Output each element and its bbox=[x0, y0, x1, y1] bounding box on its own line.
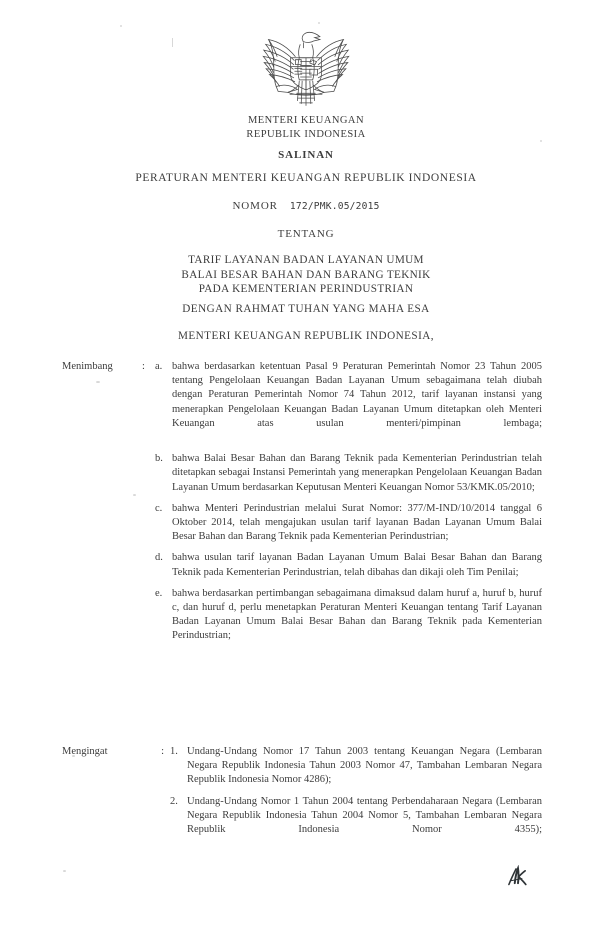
clause-marker: 1. bbox=[170, 746, 178, 757]
legal-basis-colon: : bbox=[161, 746, 164, 757]
garuda-pancasila-emblem bbox=[258, 28, 354, 112]
regulation-title bbox=[0, 253, 612, 297]
clause-text: bahwa Balai Besar Bahan dan Barang Teknik pada Kementerian Perindustrian telah ditetapkan sebagai Instansi Pemerintah yang menerapkan Pengelolaan Keuangan Badan Layanan Umum berdasarkan Keputusan Menteri Keuangan Nomor 53/KMK.05/2010; bbox=[172, 453, 542, 493]
clause-text: bahwa usulan tarif layanan Badan Layanan Umum Balai Besar Bahan dan Barang Teknik pada Kementerian Perindustrian, telah dibahas dan dikaji oleh Tim Penilai; bbox=[172, 552, 542, 578]
clause-marker: d. bbox=[155, 552, 163, 564]
clause-text: Undang-Undang Nomor 17 Tahun 2003 tentang Keuangan Negara (Lembaran Negara Republik Indonesia Tahun 2003 Nomor 47, Tambahan Lembaran Negara Republik Indonesia Nomor 4286); bbox=[187, 746, 542, 786]
list-item bbox=[155, 587, 542, 644]
scan-speckle bbox=[120, 25, 122, 27]
considerations-label: Menimbang bbox=[62, 361, 113, 372]
clause-marker: b. bbox=[155, 453, 163, 465]
clause-text: bahwa Menteri Perindustrian melalui Surat Nomor: 377/M-IND/10/2014 tanggal 6 Oktober 2014, telah mengajukan usulan tarif layanan Badan Layanan Umum Balai Besar Bahan dan Barang Teknik pada Kementerian Perindustrian; bbox=[172, 502, 542, 543]
title-line-3: PADA KEMENTERIAN PERINDUSTRIAN bbox=[198, 283, 414, 296]
copy-mark: SALINAN bbox=[278, 149, 334, 161]
number-value: 172/PMK.05/2015 bbox=[289, 201, 380, 212]
blessing-line: DENGAN RAHMAT TUHAN YANG MAHA ESA bbox=[182, 303, 430, 315]
list-item bbox=[155, 452, 542, 495]
list-item bbox=[170, 795, 542, 852]
list-item bbox=[155, 551, 542, 579]
ministry-heading bbox=[0, 114, 612, 141]
regulation-heading: PERATURAN MENTERI KEUANGAN REPUBLIK INDONESIA bbox=[135, 172, 477, 184]
clause-marker: 2. bbox=[170, 795, 178, 807]
considerations-section bbox=[62, 360, 542, 644]
legal-basis-section bbox=[62, 745, 542, 851]
issuer-line: MENTERI KEUANGAN REPUBLIK INDONESIA, bbox=[177, 330, 435, 342]
paraph-initial-mark bbox=[505, 865, 531, 891]
list-item bbox=[170, 745, 542, 788]
regulation-number-line bbox=[0, 200, 612, 212]
emblem-container bbox=[0, 28, 612, 117]
clause-text: Undang-Undang Nomor 1 Tahun 2004 tentang Perbendaharaan Negara (Lembaran Negara Republik Indonesia Tahun 2004 Nomor 5, Tambahan Lembaran Negara Republik Indonesia Nomor 4355); bbox=[187, 795, 542, 836]
scan-speckle bbox=[63, 870, 66, 872]
clause-marker: a. bbox=[155, 361, 163, 372]
clause-text: bahwa berdasarkan ketentuan Pasal 9 Peraturan Pemerintah Nomor 23 Tahun 2005 tentang Pengelolaan Keuangan Badan Layanan Umum sebagaimana telah diubah dengan Peraturan Pemerintah Nomor 74 Tahun 2012, tarif layanan instansi yang menerapkan Pengelolaan Keuangan Badan Layanan Umum ditetapkan oleh Menteri Keuangan atas usulan menteri/pimpinan lembaga; bbox=[172, 361, 542, 429]
clause-marker: e. bbox=[155, 587, 163, 599]
list-item bbox=[155, 360, 542, 445]
considerations-list bbox=[155, 360, 542, 644]
ministry-line-2: REPUBLIK INDONESIA bbox=[246, 128, 366, 140]
legal-basis-list bbox=[170, 745, 542, 851]
number-label: NOMOR bbox=[232, 200, 278, 212]
title-line-1: TARIF LAYANAN BADAN LAYANAN UMUM bbox=[188, 254, 424, 266]
ministry-line-1: MENTERI KEUANGAN bbox=[248, 115, 364, 126]
clause-text: bahwa berdasarkan pertimbangan sebagaimana dimaksud dalam huruf a, huruf b, huruf c, dan huruf d, perlu menetapkan Peraturan Menteri Keuangan tentang Tarif Layanan Badan Layanan Umum Balai Besar Bahan dan Barang Teknik pada Kementerian Perindustrian; bbox=[172, 587, 542, 642]
legal-basis-label: Mengingat bbox=[62, 746, 108, 757]
considerations-colon: : bbox=[142, 361, 145, 372]
title-line-2: BALAI BESAR BAHAN DAN BARANG TEKNIK bbox=[181, 268, 431, 281]
list-item bbox=[155, 502, 542, 545]
scan-speckle bbox=[318, 22, 320, 24]
about-label: TENTANG bbox=[277, 228, 335, 240]
clause-marker: c. bbox=[155, 502, 163, 514]
